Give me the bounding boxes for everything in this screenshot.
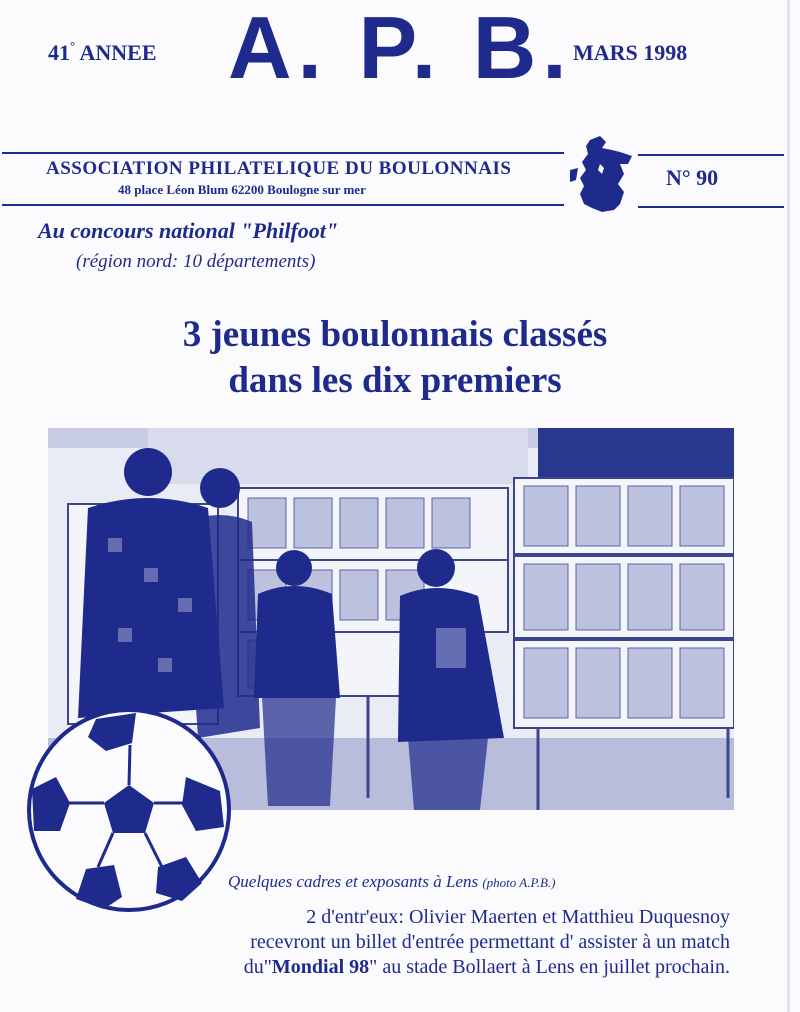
headline-line-1: 3 jeunes boulonnais classés <box>182 314 608 355</box>
header-rule-top-left <box>2 152 564 154</box>
contest-region: (région nord: 10 départements) <box>76 251 316 272</box>
publication-year: 41° ANNEE <box>48 38 157 65</box>
header-rule-bottom-right <box>638 206 784 208</box>
issue-number: N° 90 <box>666 165 719 190</box>
photo-caption: Quelques cadres et exposants à Lens (photo A.P.B.) <box>228 872 556 891</box>
association-address: 48 place Léon Blum 62200 Boulogne sur mer <box>118 182 366 197</box>
header-rule-bottom-left <box>2 204 564 206</box>
association-name: ASSOCIATION PHILATELIQUE DU BOULONNAIS <box>46 158 512 179</box>
photo-credit: (photo A.P.B.) <box>482 875 556 890</box>
winners-paragraph <box>130 905 730 980</box>
football-icon <box>26 707 232 913</box>
winners-line-1: 2 d'entr'eux: Olivier Maerten et Matthieu Duquesnoy <box>306 906 730 928</box>
mondial-highlight: Mondial 98 <box>271 956 370 978</box>
headline-line-2: dans les dix premiers <box>228 360 562 401</box>
winners-line-2: recevront un billet d'entrée permettant d' assister à un match <box>250 931 730 953</box>
winners-line-3: du"Mondial 98" au stade Bollaert à Lens en juillet prochain. <box>243 956 730 978</box>
newsletter-title: A. P. B. <box>228 0 573 97</box>
contest-heading: Au concours national "Philfoot" <box>38 218 339 243</box>
boulogne-coast-map-icon <box>562 134 636 214</box>
issue-date: MARS 1998 <box>573 40 688 65</box>
header-rule-top-right <box>638 154 784 156</box>
article-headline <box>0 312 790 404</box>
page-edge-shadow <box>787 0 790 1012</box>
